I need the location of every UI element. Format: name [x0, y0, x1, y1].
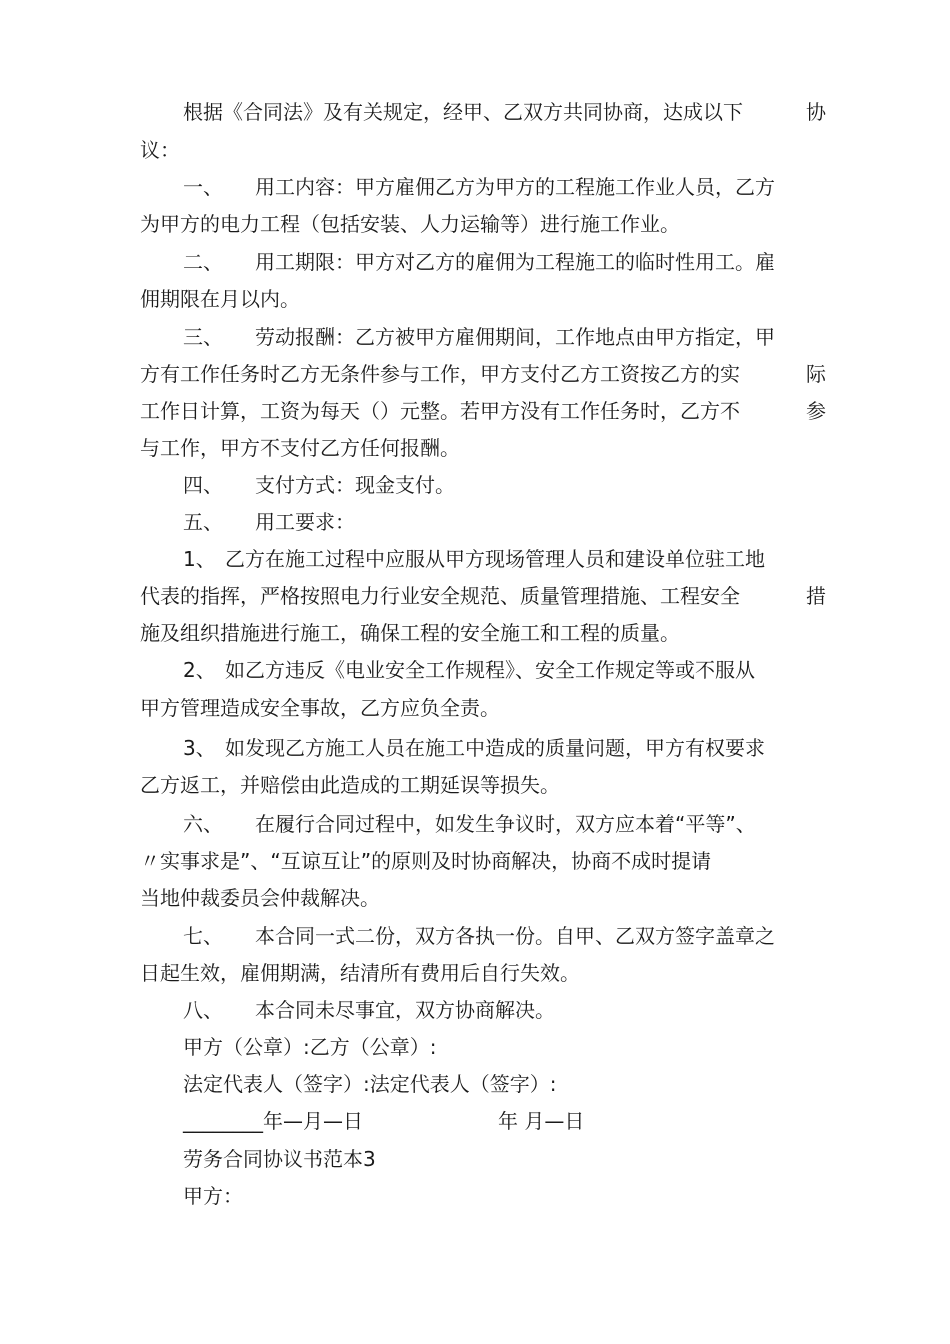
next-contract-title: 劳务合同协议书范本3 [183, 1147, 376, 1171]
section-7-number: 七、 [183, 924, 223, 948]
item-3-line-1: 3、 如发现乙方施工人员在施工中造成的质量问题，甲方有权要求 [183, 736, 765, 760]
section-7-line-2: 日起生效，雇佣期满，结清所有费用后自行失效。 [140, 961, 580, 985]
item-3-line-2: 乙方返工，并赔偿由此造成的工期延误等损失。 [140, 773, 560, 797]
section-3-line-1: 三、 劳动报酬：乙方被甲方雇佣期间，工作地点由甲方指定，甲 [183, 325, 775, 349]
section-3-number: 三、 [183, 325, 223, 349]
section-2-number: 二、 [183, 250, 223, 274]
section-5-line-1: 五、 用工要求： [183, 510, 355, 534]
section-6-number: 六、 [183, 812, 223, 836]
section-1-line-2: 为甲方的电力工程（包括安装、人力运输等）进行施工作业。 [140, 212, 680, 236]
item-2-line-1: 2、 如乙方违反《电业安全工作规程》、安全工作规定等或不服从 [183, 658, 755, 682]
item-1-line-1: 1、 乙方在施工过程中应服从甲方现场管理人员和建设单位驻工地 [183, 547, 765, 571]
section-5-number: 五、 [183, 510, 223, 534]
section-4-number: 四、 [183, 473, 223, 497]
section-4-line-1: 四、 支付方式：现金支付。 [183, 473, 455, 497]
intro-line-2: 议： [140, 138, 180, 162]
section-1-number: 一、 [183, 175, 223, 199]
item-1-line-3: 施及组织措施进行施工，确保工程的安全施工和工程的质量。 [140, 621, 680, 645]
section-6-line-3: 当地仲裁委员会仲裁解决。 [140, 886, 380, 910]
item-1-line-2: 代表的指挥，严格按照电力行业安全规范、质量管理措施、工程安全 措 [140, 584, 826, 608]
signature-date-right: 年 月—日 [498, 1109, 585, 1133]
section-7-line-1: 七、 本合同一式二份，双方各执一份。自甲、乙双方签字盖章之 [183, 924, 775, 948]
next-contract-party: 甲方： [183, 1184, 243, 1208]
section-2-line-2: 佣期限在月以内。 [140, 287, 300, 311]
item-3-number: 3、 [183, 736, 216, 760]
signature-parties: 甲方（公章）:乙方（公章）: [183, 1035, 437, 1059]
section-3-line-3: 工作日计算，工资为每天（）元整。若甲方没有工作任务时，乙方不 参 [140, 399, 826, 423]
item-2-number: 2、 [183, 658, 216, 682]
section-3-line-2: 方有工作任务时乙方无条件参与工作，甲方支付乙方工资按乙方的实 际 [140, 362, 826, 386]
section-3-line-4: 与工作，甲方不支付乙方任何报酬。 [140, 436, 460, 460]
section-6-line-2: 〃实事求是”、“互谅互让”的原则及时协商解决，协商不成时提请 [140, 849, 712, 873]
signature-representatives: 法定代表人（签字）:法定代表人（签字）: [183, 1072, 557, 1096]
section-2-line-1: 二、 用工期限：甲方对乙方的雇佣为工程施工的临时性用工。雇 [183, 250, 775, 274]
section-8-number: 八、 [183, 998, 223, 1022]
signature-date-left: ________年—月—日 [183, 1109, 363, 1133]
item-2-line-2: 甲方管理造成安全事故，乙方应负全责。 [140, 696, 500, 720]
intro-line-1: 根据《合同法》及有关规定，经甲、乙双方共同协商，达成以下 协 [183, 100, 826, 124]
section-8-line-1: 八、 本合同未尽事宜，双方协商解决。 [183, 998, 555, 1022]
section-1-line-1: 一、 用工内容：甲方雇佣乙方为甲方的工程施工作业人员，乙方 [183, 175, 775, 199]
section-6-line-1: 六、 在履行合同过程中，如发生争议时，双方应本着“平等”、 [183, 812, 756, 836]
item-1-number: 1、 [183, 547, 216, 571]
